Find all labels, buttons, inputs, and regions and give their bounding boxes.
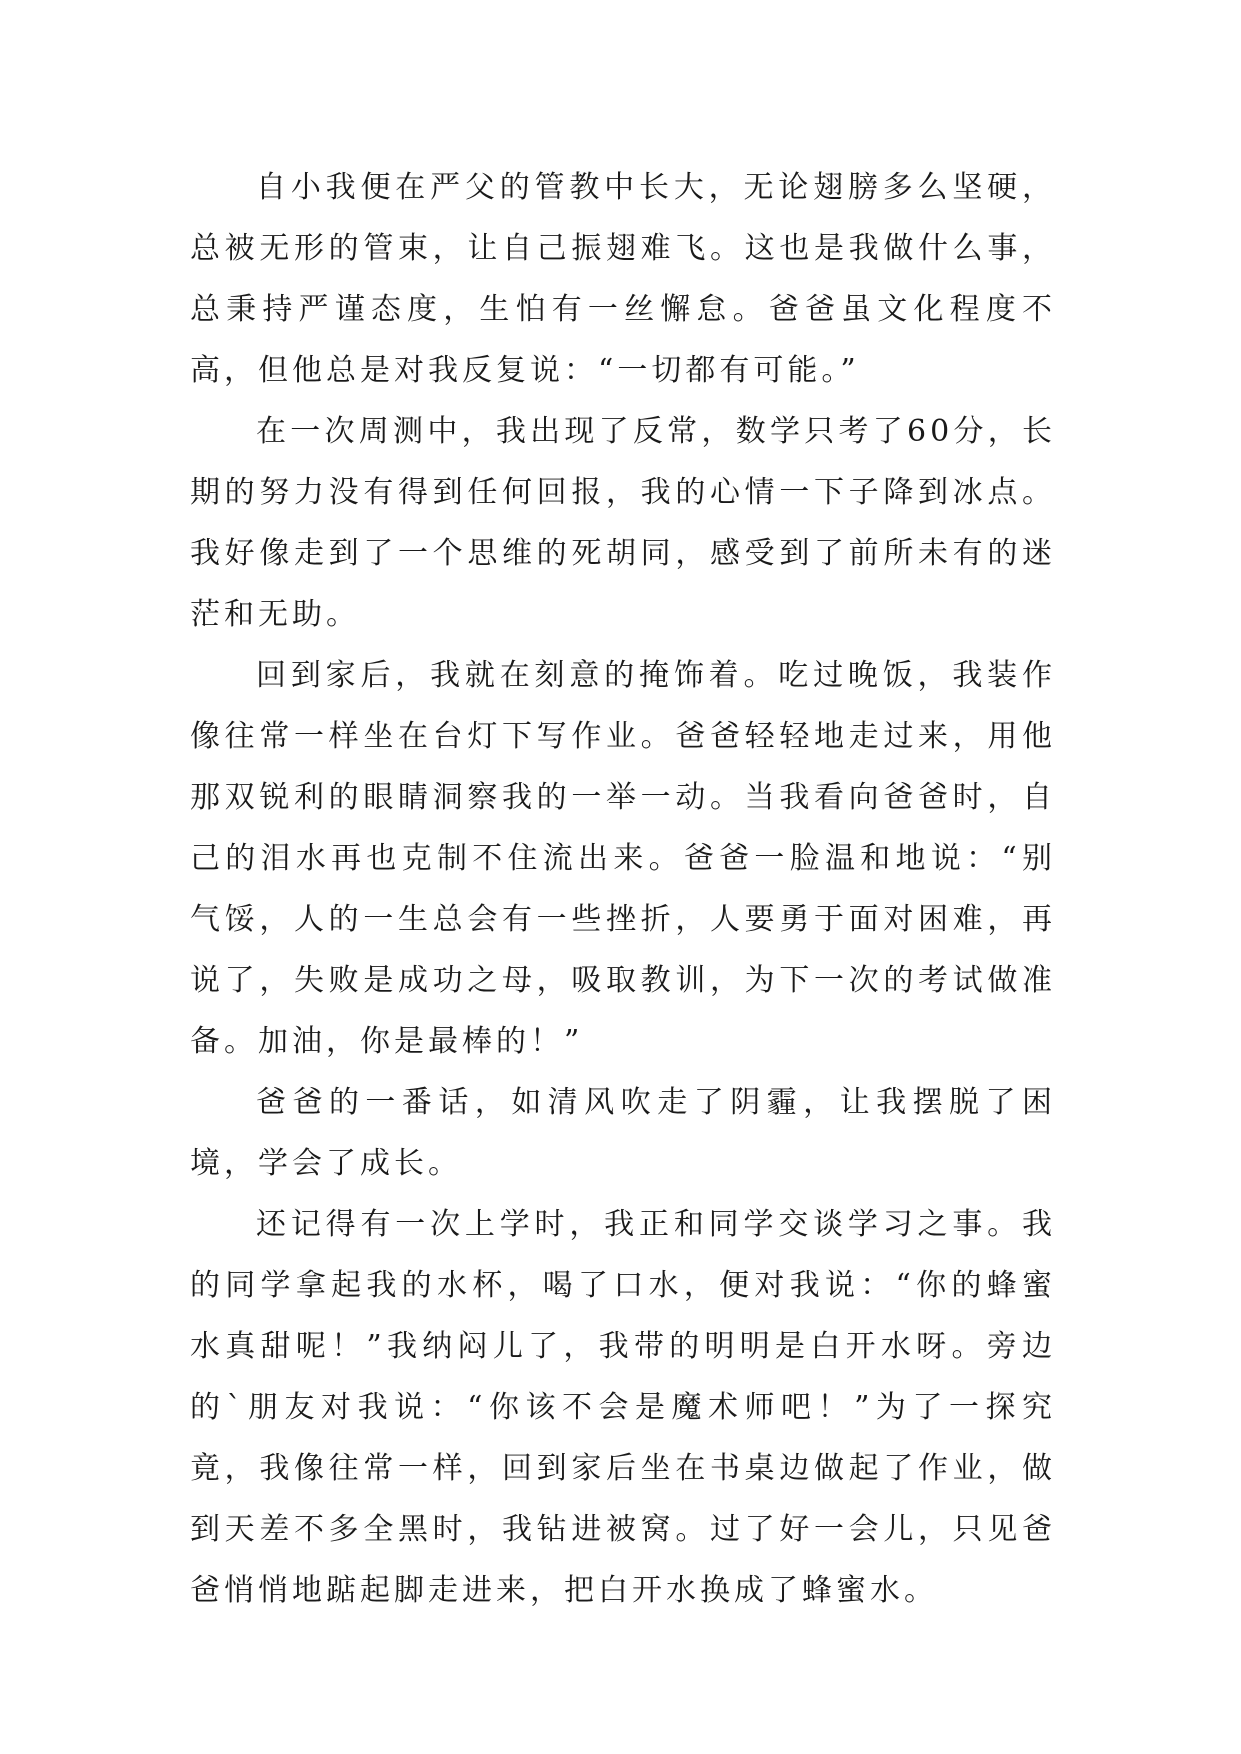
paragraph-strict-father: 自小我便在严父的管教中长大，无论翅膀多么坚硬，总被无形的管束，让自己振翅难飞。这也是我做什么事，总秉持严谨态度，生怕有一丝懈怠。爸爸虽文化程度不高，但他总是对我反复说：“一切都有可能。” [190, 170, 1056, 388]
paragraph-honey-water: 还记得有一次上学时，我正和同学交谈学习之事。我的同学拿起我的水杯，喝了口水，便对我说：“你的蜂蜜水真甜呢！”我纳闷儿了，我带的明明是白开水呀。旁边的`朋友对我说：“你该不会是魔术师吧！”为了一探究竟，我像往常一样，回到家后坐在书桌边做起了作业，做到天差不多全黑时，我钻进被窝。过了好一会儿，只见爸爸悄悄地踮起脚走进来，把白开水换成了蜂蜜水。 [190, 1207, 1056, 1608]
document-page [190, 157, 1056, 1621]
paragraph-father-comfort: 回到家后，我就在刻意的掩饰着。吃过晚饭，我装作像往常一样坐在台灯下写作业。爸爸轻轻地走过来，用他那双锐利的眼睛洞察我的一举一动。当我看向爸爸时，自己的泪水再也克制不住流出来。爸爸一脸温和地说：“别气馁，人的一生总会有一些挫折，人要勇于面对困难，再说了，失败是成功之母，吸取教训，为下一次的考试做准备。加油，你是最棒的！” [190, 658, 1056, 1059]
paragraph-growth: 爸爸的一番话，如清风吹走了阴霾，让我摆脱了困境，学会了成长。 [190, 1085, 1056, 1181]
paragraph-weekly-test: 在一次周测中，我出现了反常，数学只考了60分，长期的努力没有得到任何回报，我的心情一下子降到冰点。我好像走到了一个思维的死胡同，感受到了前所未有的迷茫和无助。 [190, 414, 1056, 632]
